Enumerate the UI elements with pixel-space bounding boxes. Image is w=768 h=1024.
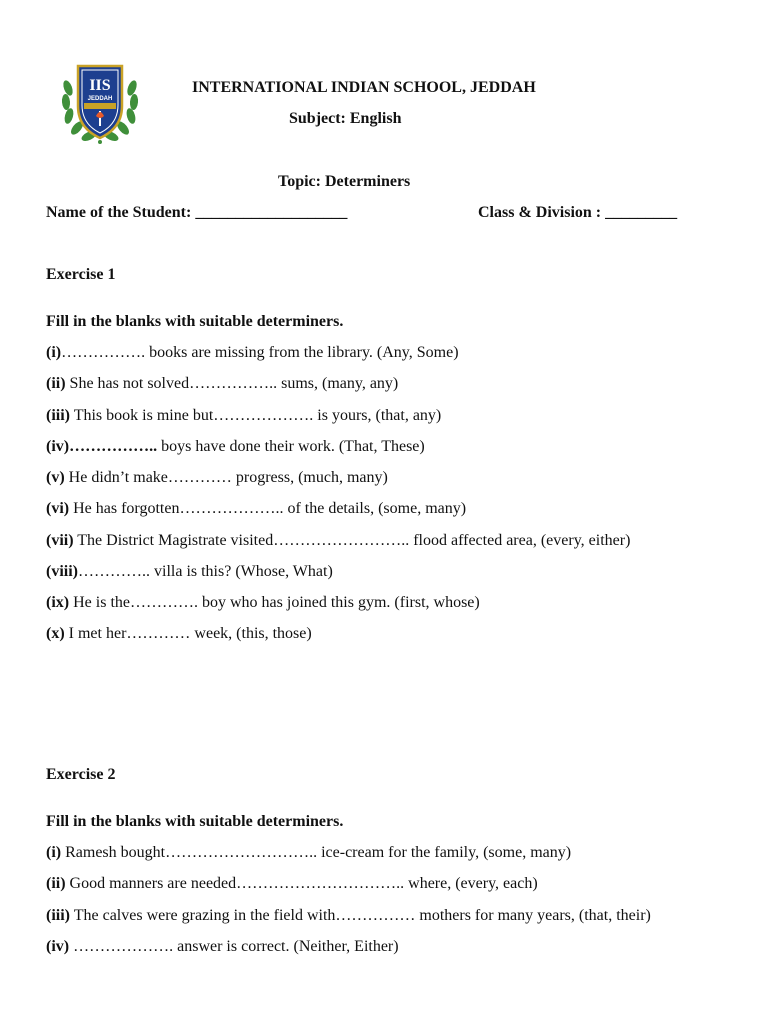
exercise-1-item (46, 532, 630, 550)
item-text: ………….. villa is this? (Whose, What) (78, 563, 333, 580)
exercise-1-item (46, 500, 466, 518)
exercise-1-title: Exercise 1 (46, 266, 116, 283)
item-text: ………………. answer is correct. (Neither, Either) (69, 938, 399, 955)
item-number: (x) (46, 625, 65, 642)
exercise-2-title: Exercise 2 (46, 766, 116, 783)
school-name: INTERNATIONAL INDIAN SCHOOL, JEDDAH (192, 79, 536, 96)
item-text: The District Magistrate visited…………………….. flood affected area, (every, either) (73, 532, 631, 549)
item-number: (ii) (46, 875, 66, 892)
exercise-1-item (46, 469, 388, 487)
class-division-field: Class & Division : _________ (478, 204, 678, 221)
item-text: boys have done their work. (That, These) (157, 438, 425, 455)
item-text: He has forgotten……………….. of the details, (some, many) (69, 500, 467, 517)
exercise-2-instruction: Fill in the blanks with suitable determiners. (46, 813, 344, 830)
exercise-2-item (46, 907, 651, 925)
item-text: This book is mine but………………. is yours, (that, any) (70, 407, 442, 424)
item-number: (vi) (46, 500, 70, 517)
item-number: (iv)…………….. (46, 438, 158, 455)
exercise-2-item (46, 844, 571, 862)
svg-text:IIS: IIS (89, 77, 111, 94)
item-text: She has not solved…………….. sums, (many, any) (65, 375, 399, 392)
exercise-1-instruction: Fill in the blanks with suitable determiners. (46, 313, 344, 330)
item-number: (viii) (46, 563, 78, 580)
item-number: (ix) (46, 594, 70, 611)
school-logo (58, 58, 142, 146)
exercise-1-item (46, 625, 312, 643)
subject-line: Subject: English (289, 110, 402, 127)
topic-line: Topic: Determiners (278, 173, 411, 190)
item-number: (ii) (46, 375, 66, 392)
item-number: (i) (46, 844, 62, 861)
item-number: (iii) (46, 907, 70, 924)
exercise-1-item (46, 438, 425, 456)
item-text: I met her………… week, (this, those) (64, 625, 312, 642)
exercise-2-item (46, 938, 399, 956)
student-name-field: Name of the Student: ___________________ (46, 204, 348, 221)
exercise-1-item (46, 563, 333, 581)
item-text: He is the…………. boy who has joined this gym. (first, whose) (69, 594, 480, 611)
item-text: ……………. books are missing from the library. (Any, Some) (61, 344, 459, 361)
exercise-2-item (46, 875, 538, 893)
item-text: Good manners are needed………………………….. where, (every, each) (65, 875, 538, 892)
item-number: (iii) (46, 407, 70, 424)
exercise-1-item (46, 407, 441, 425)
exercise-1-item (46, 594, 480, 612)
svg-text:JEDDAH: JEDDAH (87, 96, 113, 102)
item-number: (iv) (46, 938, 70, 955)
item-text: The calves were grazing in the field with…………… mothers for many years, (that, their) (70, 907, 651, 924)
item-number: (i) (46, 344, 62, 361)
exercise-1-item (46, 344, 459, 362)
exercise-1-item (46, 375, 398, 393)
item-number: (v) (46, 469, 65, 486)
item-number: (vii) (46, 532, 74, 549)
item-text: Ramesh bought……………………….. ice-cream for the family, (some, many) (61, 844, 572, 861)
item-text: He didn’t make………… progress, (much, many) (64, 469, 388, 486)
